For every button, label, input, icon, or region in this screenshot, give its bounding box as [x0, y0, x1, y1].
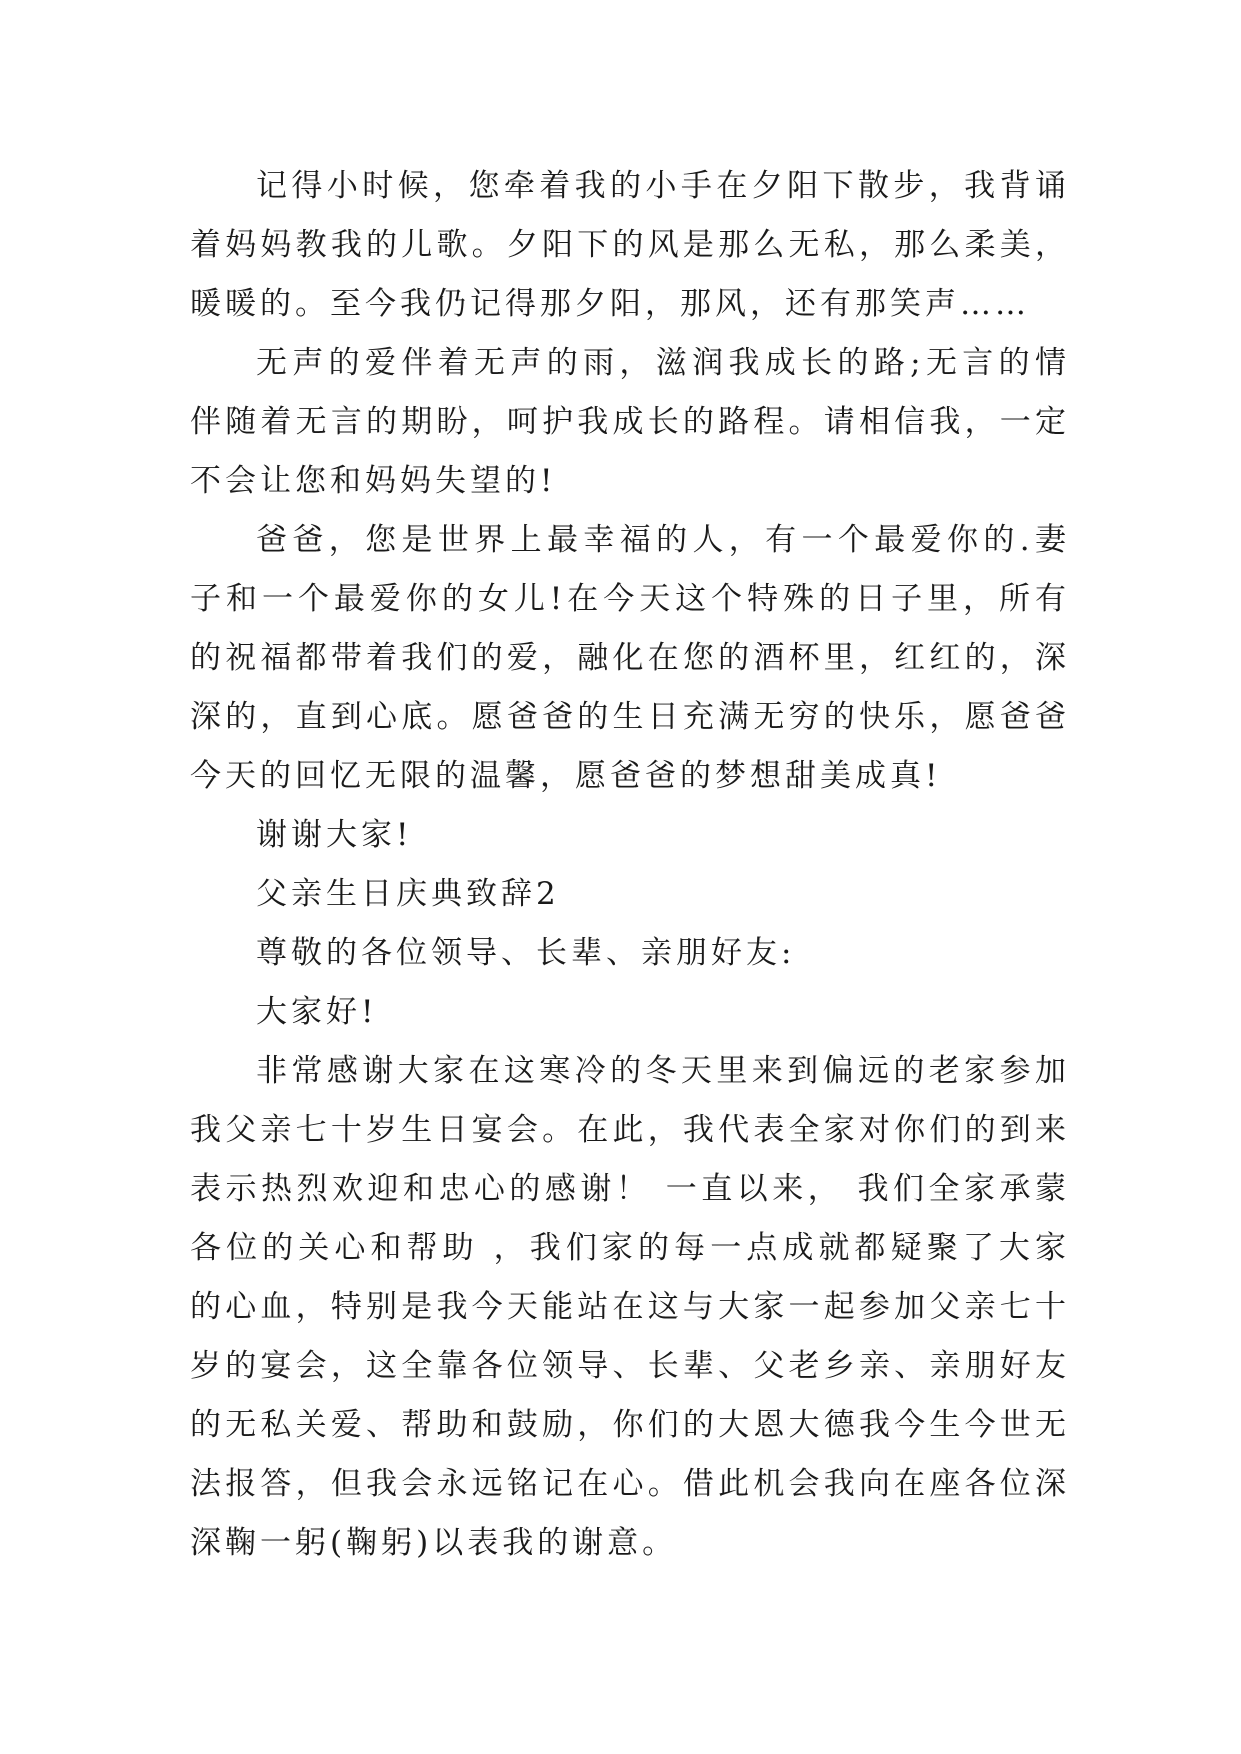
paragraph-speech-body: 非常感谢大家在这寒冷的冬天里来到偏远的老家参加我父亲七十岁生日宴会。在此，我代表全家对你们的到来表示热烈欢迎和忠心的感谢！ 一直以来， 我们全家承蒙各位的关心和帮助 ，我们家的每一点成就都疑聚了大家的心血，特别是我今天能站在这与大家一起参加父亲七十岁的宴会，这全靠各位领导、长辈、父老乡亲、亲朋好友的无私关爱、帮助和鼓励，你们的大恩大德我今生今世无法报答，但我会永远铭记在心。借此机会我向在座各位深深鞠一躬(鞠躬)以表我的谢意。 [190, 1053, 1070, 1561]
paragraph-childhood-memory: 记得小时候，您牵着我的小手在夕阳下散步，我背诵着妈妈教我的儿歌。夕阳下的风是那么无私，那么柔美，暖暖的。至今我仍记得那夕阳，那风，还有那笑声…… [190, 168, 1070, 322]
document-body [190, 157, 1070, 1573]
paragraph-greeting: 大家好! [256, 994, 378, 1030]
paragraph-birthday-wishes: 爸爸，您是世界上最幸福的人，有一个最爱你的.妻子和一个最爱你的女儿!在今天这个特殊的日子里，所有的祝福都带着我们的爱，融化在您的酒杯里，红红的，深深的，直到心底。愿爸爸的生日充满无穷的快乐，愿爸爸今天的回忆无限的温馨，愿爸爸的梦想甜美成真! [190, 522, 1070, 794]
paragraph-silent-love: 无声的爱伴着无声的雨，滋润我成长的路;无言的情伴随着无言的期盼，呵护我成长的路程。请相信我，一定不会让您和妈妈失望的! [190, 345, 1070, 499]
section-title: 父亲生日庆典致辞2 [256, 876, 560, 912]
paragraph-thanks: 谢谢大家! [256, 817, 413, 853]
paragraph-salutation: 尊敬的各位领导、长辈、亲朋好友: [256, 935, 796, 971]
